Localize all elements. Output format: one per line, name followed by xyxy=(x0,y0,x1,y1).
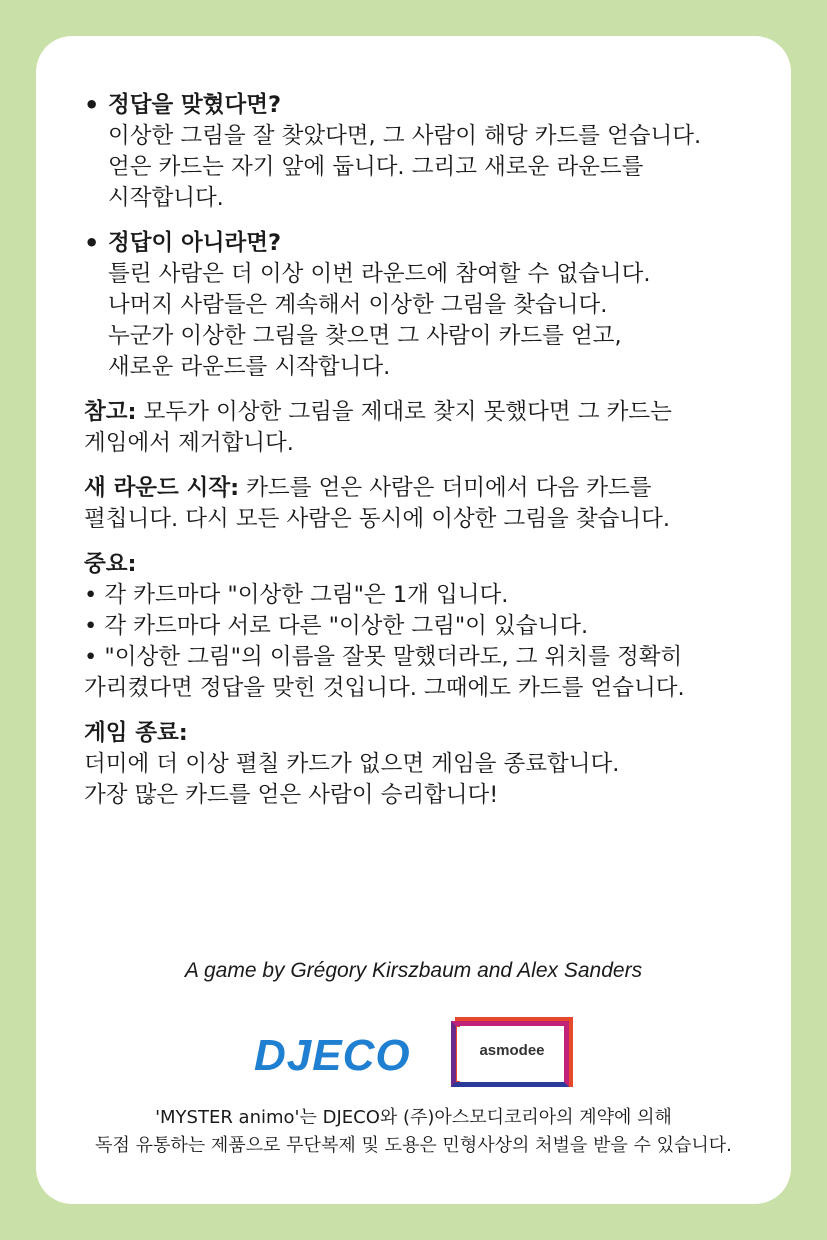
rules-card xyxy=(36,36,791,1204)
new-round-line: 펼칩니다. 다시 모든 사람은 동시에 이상한 그림을 찾습니다. xyxy=(84,506,671,532)
new-round-label: 새 라운드 시작: xyxy=(84,475,240,501)
important-section xyxy=(84,549,764,704)
important-line: 가리켰다면 정답을 맞힌 것입니다. 그때에도 카드를 얻습니다. xyxy=(84,675,685,701)
game-end-label: 게임 종료: xyxy=(84,720,188,746)
note-label: 참고: xyxy=(84,399,137,425)
legal-footer xyxy=(36,1104,791,1160)
legal-footer-line: 'MYSTER animo'는 DJECO와 (주)아스모디코리아의 계약에 의해 xyxy=(155,1107,672,1128)
wrong-answer-line: 나머지 사람들은 계속해서 이상한 그림을 찾습니다. xyxy=(108,292,608,318)
note-line: 게임에서 제거합니다. xyxy=(84,430,294,456)
wrong-answer-title: • 정답이 아니라면? xyxy=(108,230,282,256)
important-line: • 각 카드마다 "이상한 그림"은 1개 입니다. xyxy=(84,582,509,608)
important-line: • "이상한 그림"의 이름을 잘못 말했더라도, 그 위치를 정확히 xyxy=(84,644,683,670)
game-end-line: 더미에 더 이상 펼칠 카드가 없으면 게임을 종료합니다. xyxy=(84,751,620,777)
wrong-answer-line: 누군가 이상한 그림을 찾으면 그 사람이 카드를 얻고, xyxy=(108,323,622,349)
wrong-answer-section xyxy=(84,228,764,383)
djeco-logo: DJECO xyxy=(254,1031,411,1080)
correct-answer-line: 시작합니다. xyxy=(108,185,224,211)
game-end-section xyxy=(84,718,764,811)
important-line: • 각 카드마다 서로 다른 "이상한 그림"이 있습니다. xyxy=(84,613,589,639)
wrong-answer-line: 틀린 사람은 더 이상 이번 라운드에 참여할 수 없습니다. xyxy=(108,261,651,287)
publisher-logos xyxy=(36,1011,791,1101)
important-label: 중요: xyxy=(84,551,137,577)
note-line xyxy=(84,397,764,428)
asmodee-logo xyxy=(451,1011,581,1091)
correct-answer-line: 이상한 그림을 잘 찾았다면, 그 사람이 해당 카드를 얻습니다. xyxy=(108,123,702,149)
new-round-line xyxy=(84,473,764,504)
asmodee-logo-text: asmodee xyxy=(479,1042,545,1059)
game-credit: A game by Grégory Kirszbaum and Alex Sanders xyxy=(184,959,643,982)
rules-content xyxy=(84,90,764,825)
game-end-line: 가장 많은 카드를 얻은 사람이 승리합니다! xyxy=(84,782,499,808)
correct-answer-title: • 정답을 맞혔다면? xyxy=(108,92,282,118)
new-round-section xyxy=(84,473,764,535)
note-section xyxy=(84,397,764,459)
correct-answer-section xyxy=(84,90,764,214)
legal-footer-line: 독점 유통하는 제품으로 무단복제 및 도용은 민형사상의 처벌을 받을 수 있습니다. xyxy=(95,1135,732,1156)
correct-answer-line: 얻은 카드는 자기 앞에 둡니다. 그리고 새로운 라운드를 xyxy=(108,154,644,180)
new-round-text: 카드를 얻은 사람은 더미에서 다음 카드를 xyxy=(239,475,652,501)
wrong-answer-line: 새로운 라운드를 시작합니다. xyxy=(108,354,391,380)
note-text: 모두가 이상한 그림을 제대로 찾지 못했다면 그 카드는 xyxy=(136,399,672,425)
